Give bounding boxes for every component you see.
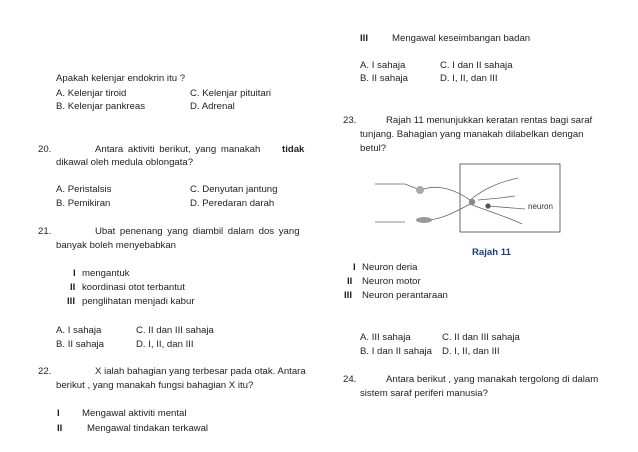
q24-line1: Antara berikut , yang manakah tergolong di dalam <box>386 374 599 385</box>
relay-fiber <box>478 196 515 200</box>
q23-line2: tunjang. Bahagian yang manakah dilabelkan dengan <box>360 129 584 140</box>
q23-line1: Rajah 11 menunjukkan keratan rentas bagi saraf <box>386 115 593 126</box>
q22-option-d: D. I, II, dan III <box>440 73 498 84</box>
q19-option-c: C. Kelenjar pituitari <box>190 88 272 99</box>
q24-line2: sistem saraf periferi manusia? <box>360 388 488 399</box>
cell-body-1 <box>416 186 424 194</box>
q21-item3-roman: III <box>67 296 75 307</box>
spinal-cord-diagram <box>340 160 570 236</box>
q21-item2-text: koordinasi otot terbantut <box>82 282 185 293</box>
cell-body-4 <box>485 203 490 208</box>
q23-item1-text: Neuron deria <box>362 262 418 273</box>
q21-option-d: D. I, II, dan III <box>136 339 194 350</box>
q21-option-c: C. II dan III sahaja <box>136 325 214 336</box>
q22-item1-text: Mengawal aktiviti mental <box>82 408 187 419</box>
motor-axon <box>418 187 470 200</box>
q22-item3-roman: III <box>360 33 368 44</box>
q20-line1: Antara aktiviti berikut, yang manakah <box>95 144 261 155</box>
q21-option-b: B. II sahaja <box>56 339 104 350</box>
q22-item3-text: Mengawal keseimbangan badan <box>392 33 531 44</box>
q20-option-d: D. Peredaran darah <box>190 198 275 209</box>
q20-option-a: A. Peristalsis <box>56 184 112 195</box>
q22-option-c: C. I dan II sahaja <box>440 60 513 71</box>
q22-line2: berikut , yang manakah fungsi bahagian X itu? <box>56 380 254 391</box>
q21-item3-text: penglihatan menjadi kabur <box>82 296 195 307</box>
q21-item2-roman: II <box>70 282 76 293</box>
q23-number: 23. <box>343 115 357 126</box>
q23-line3: betul? <box>360 143 387 154</box>
q23-item1-roman: I <box>353 262 356 273</box>
q20-option-c: C. Denyutan jantung <box>190 184 278 195</box>
q20-emphasis: tidak <box>282 144 305 155</box>
q22-line1: X ialah bahagian yang terbesar pada otak. Antara <box>95 366 306 377</box>
q23-item3-text: Neuron perantaraan <box>362 290 448 301</box>
q22-option-a: A. I sahaja <box>360 60 406 71</box>
q19-option-a: A. Kelenjar tiroid <box>56 88 127 99</box>
figure-caption: Rajah 11 <box>472 247 511 258</box>
q24-number: 24. <box>343 374 357 385</box>
q21-number: 21. <box>38 226 52 237</box>
cell-body-3 <box>469 199 475 205</box>
q22-number: 22. <box>38 366 52 377</box>
q23-option-a: A. III sahaja <box>360 332 411 343</box>
q23-item2-text: Neuron motor <box>362 276 421 287</box>
q20-option-b: B. Pemikiran <box>56 198 111 209</box>
q22-item2-roman: II <box>57 423 63 434</box>
q20-line2: dikawal oleh medula oblongata? <box>56 157 194 168</box>
neuron-label-line <box>488 206 525 209</box>
q23-option-d: D. I, II, dan III <box>442 346 500 357</box>
q21-line1: Ubat penenang yang diambil dalam dos yang <box>95 226 300 237</box>
q19-stem: Apakah kelenjar endokrin itu ? <box>56 73 186 84</box>
cell-body-2 <box>416 217 432 223</box>
q21-line2: banyak boleh menyebabkan <box>56 240 177 251</box>
diagram-label-neuron: neuron <box>528 202 553 211</box>
q21-item1-roman: I <box>73 268 76 279</box>
diagram-frame <box>460 164 560 232</box>
q23-option-c: C. II dan III sahaja <box>442 332 520 343</box>
q23-option-b: B. I dan II sahaja <box>360 346 432 357</box>
q19-option-d: D. Adrenal <box>190 101 235 112</box>
q23-item2-roman: II <box>347 276 353 287</box>
q22-item2-text: Mengawal tindakan terkawal <box>87 423 209 434</box>
q22-option-b: B. II sahaja <box>360 73 408 84</box>
q19-option-b: B. Kelenjar pankreas <box>56 101 146 112</box>
q20-number: 20. <box>38 144 52 155</box>
q21-item1-text: mengantuk <box>82 268 130 279</box>
q21-option-a: A. I sahaja <box>56 325 102 336</box>
q23-item3-roman: III <box>344 290 352 301</box>
q22-item1-roman: I <box>57 408 60 419</box>
neuron-diagram-drawing <box>340 160 570 236</box>
